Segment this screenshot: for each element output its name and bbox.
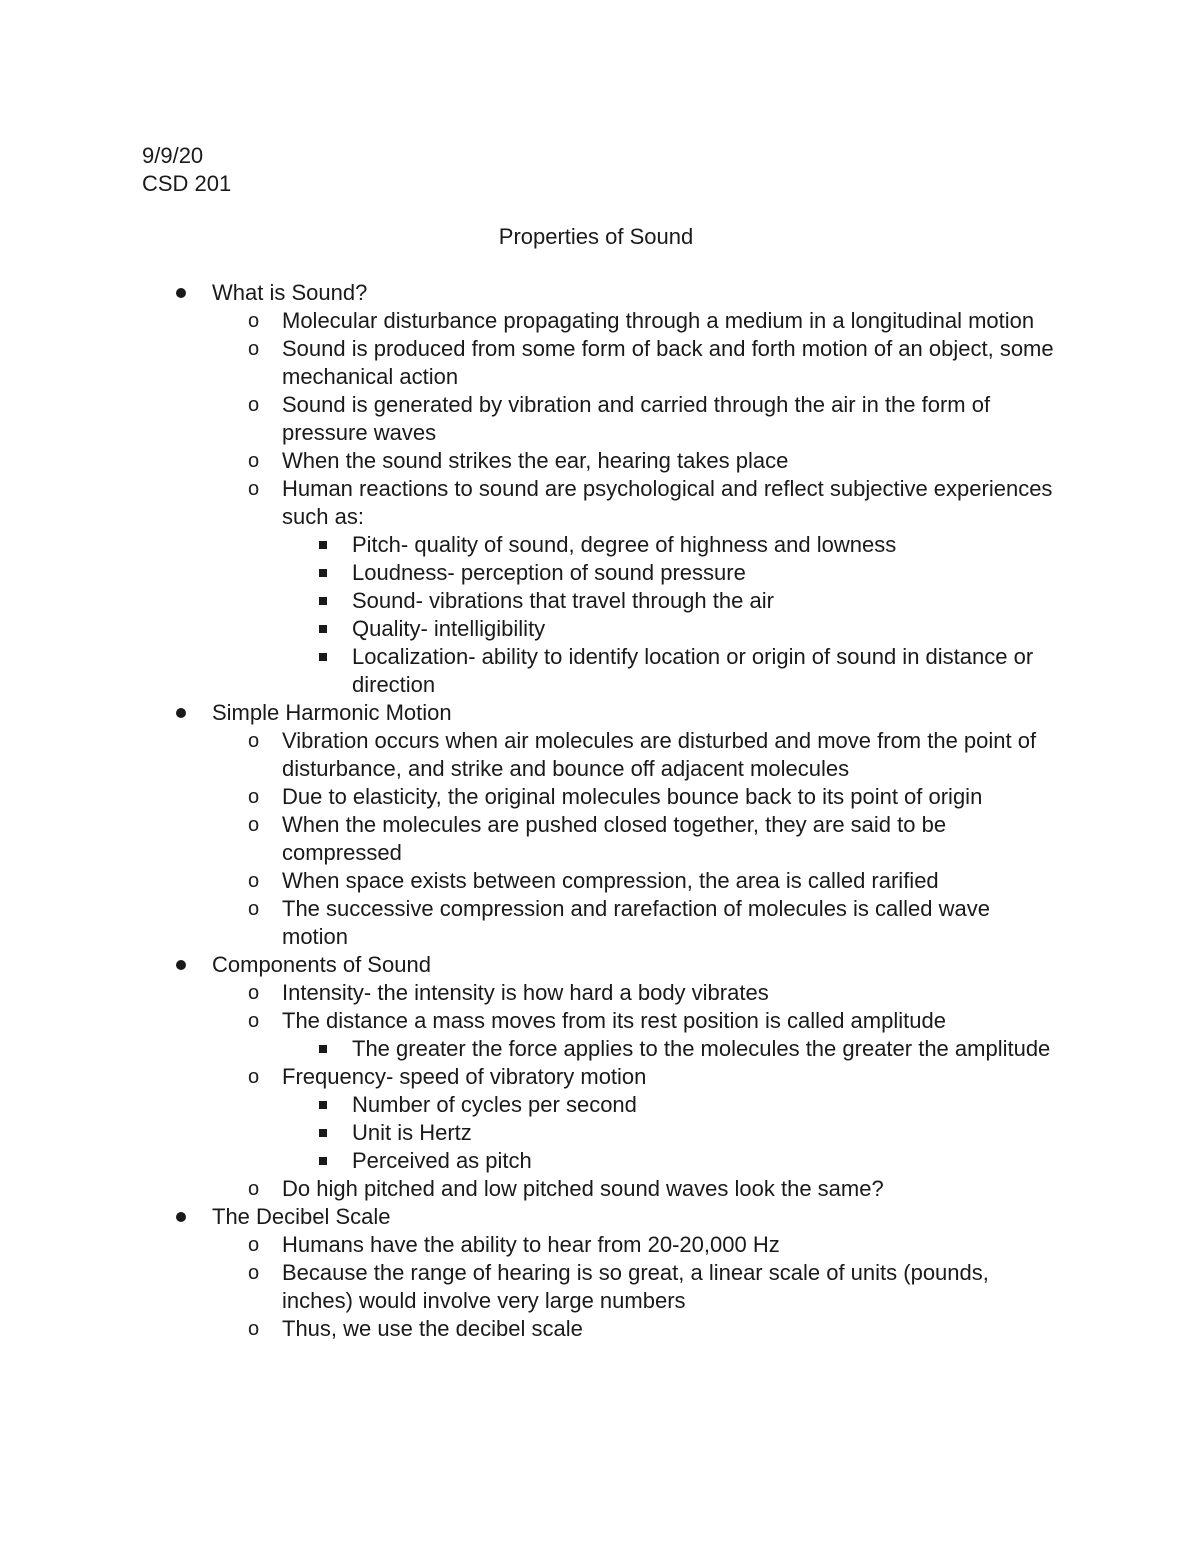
list-item-text: When space exists between compression, the area is called rarified — [282, 868, 939, 893]
sub-list-item — [0, 643, 1200, 699]
section-heading: Components of Sound — [212, 952, 431, 977]
list-item-text: Molecular disturbance propagating through a medium in a longitudinal motion — [282, 308, 1035, 333]
bullet-dot-icon — [176, 279, 188, 307]
sub-list-item-text: Quality- intelligibility — [352, 616, 546, 641]
list-item — [0, 979, 1200, 1007]
list-item — [0, 391, 1200, 447]
list-item — [0, 1063, 1200, 1091]
list-item-text: Humans have the ability to hear from 20-20,000 Hz — [282, 1232, 780, 1257]
bullet-square-icon — [318, 531, 330, 559]
list-item-text: Intensity- the intensity is how hard a body vibrates — [282, 980, 769, 1005]
bullet-square-icon — [318, 1035, 330, 1063]
bullet-circle-icon: o — [248, 394, 260, 416]
sub-list-item-text: The greater the force applies to the molecules the greater the amplitude — [352, 1036, 1051, 1061]
bullet-circle-icon: o — [248, 338, 260, 360]
list-item — [0, 783, 1200, 811]
sub-list-item — [0, 1119, 1200, 1147]
list-item-text: When the molecules are pushed closed together, they are said to be compressed — [282, 812, 947, 865]
section-heading: The Decibel Scale — [212, 1204, 391, 1229]
list-item — [0, 895, 1200, 951]
sub-list-item-text: Unit is Hertz — [352, 1120, 472, 1145]
bullet-dot-icon — [176, 699, 188, 727]
list-item — [0, 1231, 1200, 1259]
bullet-square-icon — [318, 615, 330, 643]
bullet-circle-icon: o — [248, 870, 260, 892]
sub-list-item — [0, 1091, 1200, 1119]
bullet-circle-icon: o — [248, 1010, 260, 1032]
bullet-dot-icon — [176, 1203, 188, 1231]
list-item — [0, 867, 1200, 895]
bullet-circle-icon: o — [248, 730, 260, 752]
list-item-text: Due to elasticity, the original molecules bounce back to its point of origin — [282, 784, 983, 809]
bullet-dot-icon — [176, 951, 188, 979]
list-item-text: The distance a mass moves from its rest position is called amplitude — [282, 1008, 946, 1033]
list-item — [0, 727, 1200, 783]
document-title: Properties of Sound — [498, 224, 694, 249]
bullet-circle-icon: o — [248, 450, 260, 472]
section-components-of-sound — [0, 951, 1200, 979]
bullet-circle-icon: o — [248, 786, 260, 808]
sub-list-item-text: Number of cycles per second — [352, 1092, 637, 1117]
sub-list-item — [0, 1147, 1200, 1175]
list-item-text: The successive compression and rarefaction of molecules is called wave motion — [282, 896, 990, 949]
document-header — [142, 142, 231, 198]
sub-list-item-text: Localization- ability to identify location or origin of sound in distance or direction — [352, 644, 1034, 697]
bullet-square-icon — [318, 559, 330, 587]
list-item-text: When the sound strikes the ear, hearing takes place — [282, 448, 789, 473]
bullet-circle-icon: o — [248, 898, 260, 920]
list-item — [0, 1315, 1200, 1343]
sub-list-item — [0, 1035, 1200, 1063]
bullet-circle-icon: o — [248, 1178, 260, 1200]
sub-list-item-text: Pitch- quality of sound, degree of highness and lowness — [352, 532, 897, 557]
bullet-circle-icon: o — [248, 1066, 260, 1088]
notes-outline — [0, 279, 1200, 1343]
date-line: 9/9/20 — [142, 143, 204, 168]
section-simple-harmonic-motion — [0, 699, 1200, 727]
list-item — [0, 307, 1200, 335]
bullet-square-icon — [318, 643, 330, 671]
section-decibel-scale — [0, 1203, 1200, 1231]
list-item-text: Sound is generated by vibration and carried through the air in the form of pressure waves — [282, 392, 991, 445]
list-item — [0, 1259, 1200, 1315]
list-item-text: Vibration occurs when air molecules are disturbed and move from the point of disturbance, and strike and bounce off adjacent molecules — [282, 728, 1037, 781]
list-item — [0, 475, 1200, 531]
section-heading: What is Sound? — [212, 280, 368, 305]
sub-list-item — [0, 615, 1200, 643]
list-item-text: Thus, we use the decibel scale — [282, 1316, 583, 1341]
list-item — [0, 1175, 1200, 1203]
bullet-square-icon — [318, 587, 330, 615]
bullet-circle-icon: o — [248, 982, 260, 1004]
sub-list-item — [0, 559, 1200, 587]
list-item-text: Do high pitched and low pitched sound waves look the same? — [282, 1176, 884, 1201]
sub-list-item-text: Sound- vibrations that travel through the air — [352, 588, 774, 613]
sub-list-item-text: Perceived as pitch — [352, 1148, 532, 1173]
sub-list-item-text: Loudness- perception of sound pressure — [352, 560, 746, 585]
list-item-text: Because the range of hearing is so great, a linear scale of units (pounds, inches) would involve very large numbers — [282, 1260, 989, 1313]
sub-list-item — [0, 587, 1200, 615]
bullet-square-icon — [318, 1147, 330, 1175]
bullet-circle-icon: o — [248, 1234, 260, 1256]
bullet-square-icon — [318, 1119, 330, 1147]
section-heading: Simple Harmonic Motion — [212, 700, 452, 725]
list-item-text: Frequency- speed of vibratory motion — [282, 1064, 647, 1089]
sub-list-item — [0, 531, 1200, 559]
course-line: CSD 201 — [142, 171, 232, 196]
bullet-circle-icon: o — [248, 1262, 260, 1284]
bullet-circle-icon: o — [248, 1318, 260, 1340]
list-item-text: Human reactions to sound are psychological and reflect subjective experiences such as: — [282, 476, 1053, 529]
bullet-circle-icon: o — [248, 814, 260, 836]
bullet-circle-icon: o — [248, 478, 260, 500]
bullet-square-icon — [318, 1091, 330, 1119]
bullet-circle-icon: o — [248, 310, 260, 332]
list-item — [0, 1007, 1200, 1035]
list-item — [0, 335, 1200, 391]
list-item-text: Sound is produced from some form of back and forth motion of an object, some mechanical action — [282, 336, 1054, 389]
list-item — [0, 447, 1200, 475]
list-item — [0, 811, 1200, 867]
section-what-is-sound — [0, 279, 1200, 307]
